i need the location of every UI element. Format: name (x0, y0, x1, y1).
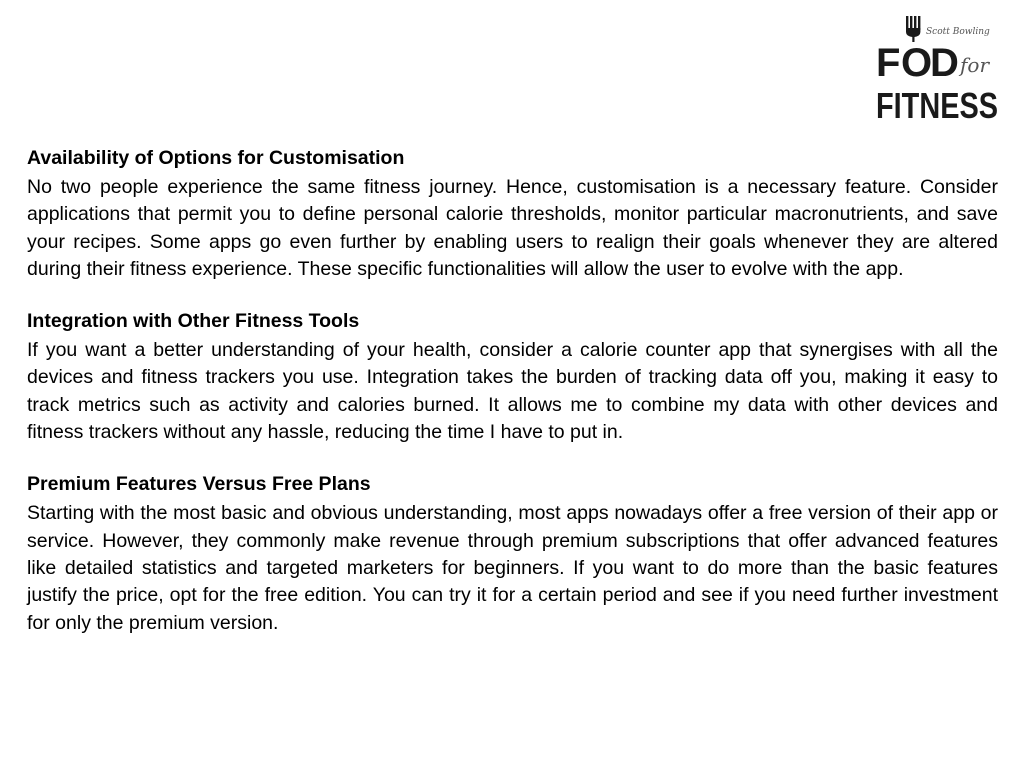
section-customisation (27, 146, 998, 283)
section-integration (27, 309, 998, 446)
section-heading: Premium Features Versus Free Plans (27, 473, 371, 496)
logo-signature: Scott Bowling (926, 27, 990, 37)
article-content (27, 146, 998, 663)
logo-letter-f: F (876, 41, 901, 85)
section-heading: Integration with Other Fitness Tools (27, 310, 360, 333)
logo-letter-o: O (901, 41, 933, 85)
section-heading: Availability of Options for Customisation (27, 147, 405, 169)
section-body: No two people experience the same fitness journey. Hence, customisation is a necessary feature. Consider applications that permit you to define personal calorie thresholds, monitor particular macronutrients, and save your recipes. Some apps go even further by enabling users to realign their goals whenever they are altered during their fitness experience. These specific functionalities will allow the user to evolve with the app. (27, 176, 998, 280)
logo-letter-d: D (930, 41, 959, 85)
section-premium (27, 472, 998, 636)
section-body: If you want a better understanding of your health, consider a calorie counter app that synergises with all the devices and fitness trackers you use. Integration takes the burden of tracking data off you, making it easy to track metrics such as activity and calories burned. It allows me to combine my data with other devices and fitness trackers without any hassle, reducing the time I have to put in. (27, 339, 998, 444)
brand-logo (874, 12, 1002, 126)
logo-fitness: FITNESS (876, 85, 998, 126)
fork-icon (906, 16, 920, 42)
section-body: Starting with the most basic and obvious understanding, most apps nowadays offer a free version of their app or service. However, they commonly make revenue through premium subscriptions that offer advanced features like detailed statistics and targeted marketers for beginners. If you want to do more than the basic features justify the price, opt for the free edition. You can try it for a certain period and see if you need further investment for only the premium version. (27, 502, 998, 634)
logo-for: for (960, 53, 990, 77)
